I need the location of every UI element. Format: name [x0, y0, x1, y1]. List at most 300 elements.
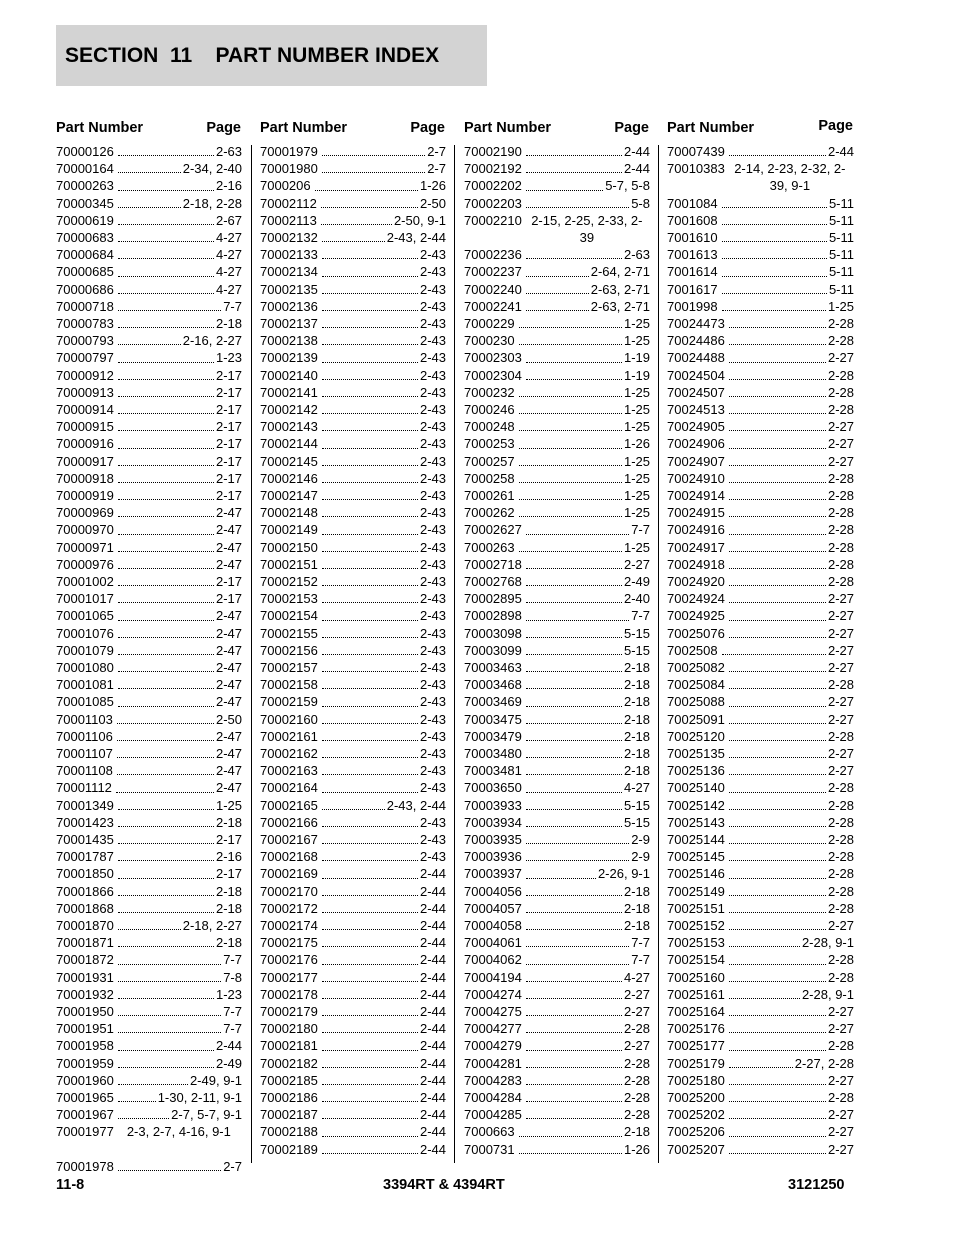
page-reference: 2-27 [827, 642, 854, 658]
dot-leader [729, 551, 826, 552]
dot-leader [526, 379, 622, 380]
part-number: 70002156 [260, 642, 318, 658]
page-reference: 2-28 [827, 315, 854, 331]
index-entry [464, 1123, 650, 1140]
part-number: 70025179 [667, 1055, 725, 1071]
dot-leader [722, 276, 827, 277]
page-reference: 2-43 [419, 350, 446, 366]
index-entry [56, 969, 242, 986]
page-reference: 2-43 [419, 625, 446, 641]
page-reference: 2-47 [215, 659, 242, 675]
index-entry [260, 883, 446, 900]
page-reference: 2-63, 2-71 [590, 298, 650, 314]
dot-leader [519, 448, 622, 449]
index-entry [260, 969, 446, 986]
dot-leader [118, 516, 214, 517]
index-entry [260, 298, 446, 315]
dot-leader [729, 843, 826, 844]
page-reference: 2-18 [623, 677, 650, 693]
part-number: 70024914 [667, 487, 725, 503]
dot-leader [322, 929, 418, 930]
dot-leader [118, 276, 214, 277]
part-number: 70024910 [667, 470, 725, 486]
index-entry [56, 573, 242, 590]
dot-leader [322, 1118, 418, 1119]
part-number: 70000685 [56, 264, 114, 280]
index-entry [464, 814, 650, 831]
part-number: 70003468 [464, 677, 522, 693]
part-number: 70002161 [260, 728, 318, 744]
dot-leader [118, 396, 214, 397]
page-reference: 2-28 [827, 539, 854, 555]
index-entry [260, 177, 446, 194]
dot-leader [118, 654, 214, 655]
part-number: 70004279 [464, 1038, 522, 1054]
part-number: 70003469 [464, 694, 522, 710]
page-reference: 2-43 [419, 728, 446, 744]
index-entry [260, 246, 446, 263]
part-number: 70003934 [464, 814, 522, 830]
page-reference: 2-28 [827, 522, 854, 538]
index-entry [667, 281, 854, 298]
part-number: 70004061 [464, 935, 522, 951]
dot-leader [729, 430, 826, 431]
index-entry [56, 332, 242, 349]
index-entry [464, 1020, 650, 1037]
page-reference: 2-18 [623, 883, 650, 899]
part-number: 70002768 [464, 573, 522, 589]
part-number: 70007439 [667, 143, 725, 159]
index-entry [56, 177, 242, 194]
index-entry [464, 263, 650, 280]
dot-leader [322, 1136, 418, 1137]
dot-leader [118, 413, 214, 414]
page-reference: 1-25 [215, 797, 242, 813]
part-number: 70001870 [56, 917, 114, 933]
index-entry [667, 367, 854, 384]
part-number: 70003650 [464, 780, 522, 796]
dot-leader [729, 740, 826, 741]
page-reference: 2-44 [419, 969, 446, 985]
dot-leader [526, 258, 622, 259]
page-reference: 2-17 [215, 401, 242, 417]
dot-leader [118, 310, 221, 311]
part-number: 70002150 [260, 539, 318, 555]
part-number: 7000230 [464, 333, 515, 349]
page-reference: 2-28 [827, 556, 854, 572]
page-reference: 2-47 [215, 608, 242, 624]
index-entry [260, 590, 446, 607]
part-number: 70004062 [464, 952, 522, 968]
part-number: 70025088 [667, 694, 725, 710]
part-number: 70002149 [260, 522, 318, 538]
page-header: Page [614, 120, 649, 136]
index-entry [464, 883, 650, 900]
part-number: 70002139 [260, 350, 318, 366]
page-reference: 2-43 [419, 711, 446, 727]
part-number: 70002202 [464, 178, 522, 194]
page-reference: 2-47 [215, 745, 242, 761]
index-entry [260, 556, 446, 573]
dot-leader [322, 465, 418, 466]
index-entry [667, 160, 854, 194]
page-reference: 7-7 [223, 1021, 242, 1037]
page-reference: 2-43 [419, 315, 446, 331]
part-number: 70024507 [667, 384, 725, 400]
index-entry [667, 642, 854, 659]
part-number: 70004281 [464, 1055, 522, 1071]
index-entry [56, 986, 242, 1003]
index-entry [56, 504, 242, 521]
part-number: 70002237 [464, 264, 522, 280]
page-reference: 2-27 [827, 1003, 854, 1019]
page-reference: 2-28 [827, 505, 854, 521]
part-number: 70002180 [260, 1021, 318, 1037]
part-number: 70001932 [56, 986, 114, 1002]
index-entry [464, 917, 650, 934]
index-entry [464, 728, 650, 745]
dot-leader [526, 792, 622, 793]
page-reference: 2-43 [419, 264, 446, 280]
dot-leader [322, 396, 418, 397]
index-entry [464, 1055, 650, 1072]
dot-leader [322, 1050, 418, 1051]
dot-leader [526, 172, 622, 173]
page-reference: 2-44 [419, 1055, 446, 1071]
dot-leader [118, 826, 214, 827]
dot-leader [322, 757, 418, 758]
page-reference: 2-28 [827, 866, 854, 882]
page-reference: 2-27 [827, 1021, 854, 1037]
part-number: 70002185 [260, 1072, 318, 1088]
index-entry [260, 453, 446, 470]
page-reference: 2-18 [623, 745, 650, 761]
dot-leader [118, 620, 214, 621]
dot-leader [322, 706, 418, 707]
part-number: 70000718 [56, 298, 114, 314]
index-entry [260, 1141, 446, 1158]
dot-leader [118, 912, 214, 913]
part-number: 70004275 [464, 1003, 522, 1019]
index-entry [260, 1123, 446, 1140]
page-reference: 2-43 [419, 694, 446, 710]
page-reference: 2-50 [215, 711, 242, 727]
part-number: 70001868 [56, 900, 114, 916]
page-reference: 1-23 [215, 350, 242, 366]
part-number: 70002186 [260, 1089, 318, 1105]
index-entry [464, 418, 650, 435]
part-number: 7000246 [464, 401, 515, 417]
dot-leader [322, 499, 418, 500]
dot-leader [729, 396, 826, 397]
index-entry [56, 642, 242, 659]
index-entry [260, 418, 446, 435]
dot-leader [322, 585, 418, 586]
part-number: 70002136 [260, 298, 318, 314]
page-reference: 2-17 [215, 831, 242, 847]
part-number: 70000971 [56, 539, 114, 555]
dot-leader [118, 1170, 221, 1171]
dot-leader [729, 534, 826, 535]
part-number: 70002187 [260, 1107, 318, 1123]
page-reference: 1-25 [623, 315, 650, 331]
part-number: 70024924 [667, 591, 725, 607]
page-reference: 7-7 [631, 522, 650, 538]
page-reference: 2-43 [419, 677, 446, 693]
page-reference: 1-25 [623, 505, 650, 521]
index-entry [260, 797, 446, 814]
page-reference: 2-44 [419, 935, 446, 951]
part-number: 70024905 [667, 419, 725, 435]
dot-leader [526, 809, 622, 810]
index-entry [667, 298, 854, 315]
part-number: 70000686 [56, 281, 114, 297]
dot-leader [526, 878, 596, 879]
index-entry [56, 693, 242, 710]
page-reference: 2-7 [427, 143, 446, 159]
page-reference: 2-44 [419, 900, 446, 916]
page-reference: 1-19 [623, 367, 650, 383]
part-number: 70000126 [56, 143, 114, 159]
page-reference: 1-25 [623, 470, 650, 486]
dot-leader [322, 534, 418, 535]
page-reference: 2-49, 9-1 [189, 1072, 242, 1088]
dot-leader [526, 1050, 622, 1051]
part-number: 70002112 [260, 195, 317, 211]
part-number: 70004283 [464, 1072, 522, 1088]
index-entry [667, 1037, 854, 1054]
part-number: 70001866 [56, 883, 114, 899]
dot-leader [322, 826, 418, 827]
dot-leader [322, 310, 418, 311]
page-reference: 2-43 [419, 573, 446, 589]
part-number: 70001979 [260, 143, 318, 159]
part-number: 7000258 [464, 470, 515, 486]
page-reference: 2-47 [215, 539, 242, 555]
index-entry [667, 384, 854, 401]
index-entry [464, 177, 650, 194]
part-number: 70024917 [667, 539, 725, 555]
dot-leader [322, 774, 418, 775]
part-number: 70024473 [667, 315, 725, 331]
part-number: 70002304 [464, 367, 522, 383]
part-number: 70025142 [667, 797, 725, 813]
page-reference: 2-44 [419, 1003, 446, 1019]
index-entry [464, 281, 650, 298]
part-number: 70001107 [56, 745, 113, 761]
dot-leader [526, 964, 629, 965]
dot-leader [117, 740, 214, 741]
dot-leader [118, 327, 214, 328]
index-entry [260, 573, 446, 590]
dot-leader [322, 946, 418, 947]
page-reference: 2-44 [419, 952, 446, 968]
dot-leader [729, 1050, 826, 1051]
index-entry [667, 934, 854, 951]
part-number: 70004284 [464, 1089, 522, 1105]
page-reference: 2-43 [419, 659, 446, 675]
index-entry [56, 900, 242, 917]
index-entry [56, 1106, 242, 1123]
part-number: 70025091 [667, 711, 725, 727]
index-entry [667, 728, 854, 745]
page-reference: 2-18 [215, 315, 242, 331]
dot-leader [729, 929, 826, 930]
dot-leader [729, 946, 800, 947]
dot-leader [722, 241, 827, 242]
index-entry [260, 676, 446, 693]
page-reference: 2-27, 2-28 [794, 1055, 854, 1071]
dot-leader [729, 637, 826, 638]
part-number: 70025176 [667, 1021, 725, 1037]
part-number: 70002155 [260, 625, 318, 641]
index-entry [464, 693, 650, 710]
page-reference: 2-27 [827, 591, 854, 607]
dot-leader [118, 809, 214, 810]
index-entry [667, 504, 854, 521]
part-number: 70002303 [464, 350, 522, 366]
part-number: 70000345 [56, 195, 114, 211]
dot-leader [118, 671, 214, 672]
page-reference: 2-44 [419, 883, 446, 899]
index-entry [464, 1089, 650, 1106]
dot-leader [118, 379, 214, 380]
part-number: 70002135 [260, 281, 318, 297]
dot-leader [722, 258, 827, 259]
dot-leader [729, 964, 826, 965]
page-reference: 2-47 [215, 763, 242, 779]
page-reference: 2-27 [827, 1124, 854, 1140]
page-reference: 2-27 [827, 453, 854, 469]
page-reference: 5-15 [623, 642, 650, 658]
part-number: 7000263 [464, 539, 515, 555]
index-entry [56, 418, 242, 435]
index-entry [667, 229, 854, 246]
part-number: 70025076 [667, 625, 725, 641]
part-number: 70000916 [56, 436, 114, 452]
page-reference: 2-28 [827, 1038, 854, 1054]
page-reference: 2-47 [215, 780, 242, 796]
page-reference: 7-7 [631, 935, 650, 951]
part-number: 70004057 [464, 900, 522, 916]
page-reference: 2-18, 2-28 [182, 195, 242, 211]
page-reference: 2-49 [623, 573, 650, 589]
page-reference: 2-47 [215, 505, 242, 521]
index-entry [464, 779, 650, 796]
part-number: 70002138 [260, 333, 318, 349]
part-number: 70000914 [56, 401, 114, 417]
dot-leader [322, 654, 418, 655]
dot-leader [722, 224, 827, 225]
dot-leader [322, 1084, 418, 1085]
index-entry [56, 607, 242, 624]
index-entry [667, 435, 854, 452]
page-reference: 5-15 [623, 625, 650, 641]
part-number: 70000684 [56, 247, 114, 263]
part-number: 70002147 [260, 487, 318, 503]
dot-leader [519, 413, 622, 414]
dot-leader [519, 499, 622, 500]
part-number: 70001002 [56, 573, 114, 589]
footer-model: 3394RT & 4394RT [383, 1177, 505, 1193]
part-number: 70025152 [667, 917, 725, 933]
dot-leader [526, 671, 622, 672]
dot-leader [118, 207, 181, 208]
dot-leader [322, 344, 418, 345]
index-entry [667, 246, 854, 263]
part-number: 70002140 [260, 367, 318, 383]
page-reference: 5-11 [828, 212, 854, 228]
page-reference: 2-47 [215, 642, 242, 658]
part-number: 70002152 [260, 573, 318, 589]
index-entry [56, 797, 242, 814]
dot-leader [526, 740, 622, 741]
page-reference: 2-43 [419, 522, 446, 538]
part-number: 70000976 [56, 556, 114, 572]
dot-leader [322, 740, 418, 741]
page-reference: 1-23 [215, 986, 242, 1002]
dot-leader [519, 396, 622, 397]
page-reference: 2-47 [215, 522, 242, 538]
dot-leader [322, 568, 418, 569]
index-entry [667, 212, 854, 229]
index-entry [667, 590, 854, 607]
part-number: 70002159 [260, 694, 318, 710]
index-entry [464, 590, 650, 607]
index-entry [464, 1072, 650, 1089]
dot-leader [526, 1067, 622, 1068]
page-reference: 2-43 [419, 487, 446, 503]
dot-leader [322, 1032, 418, 1033]
dot-leader [321, 207, 418, 208]
page-reference: 1-30, 2-11, 9-1 [157, 1089, 242, 1105]
part-number: 70001978 [56, 1158, 114, 1174]
index-entry [56, 263, 242, 280]
dot-leader [118, 499, 214, 500]
dot-leader [526, 362, 622, 363]
dot-leader [322, 809, 385, 810]
part-number: 70002144 [260, 436, 318, 452]
index-entry [667, 315, 854, 332]
page-reference: 1-25 [623, 384, 650, 400]
page-reference: 2-47 [215, 625, 242, 641]
index-entry [56, 1055, 242, 1072]
part-number: 70001349 [56, 797, 114, 813]
part-number: 70024920 [667, 573, 725, 589]
page-reference: 2-43 [419, 831, 446, 847]
part-number: 70001017 [56, 591, 114, 607]
index-entry [667, 865, 854, 882]
column-divider [454, 145, 455, 1163]
page-reference: 7-7 [223, 952, 242, 968]
page-reference: 7-7 [631, 608, 650, 624]
index-entry [667, 1141, 854, 1158]
dot-leader [729, 1136, 826, 1137]
part-number: 7001608 [667, 212, 718, 228]
dot-leader [729, 757, 826, 758]
part-number: 70002627 [464, 522, 522, 538]
dot-leader [526, 585, 622, 586]
page-reference: 2-44 [419, 986, 446, 1002]
index-entry [464, 453, 650, 470]
index-entry [56, 711, 242, 728]
index-entry [260, 384, 446, 401]
part-number: 70025154 [667, 952, 725, 968]
dot-leader [118, 929, 181, 930]
index-entry [667, 418, 854, 435]
dot-leader [322, 843, 418, 844]
index-entry [260, 934, 446, 951]
